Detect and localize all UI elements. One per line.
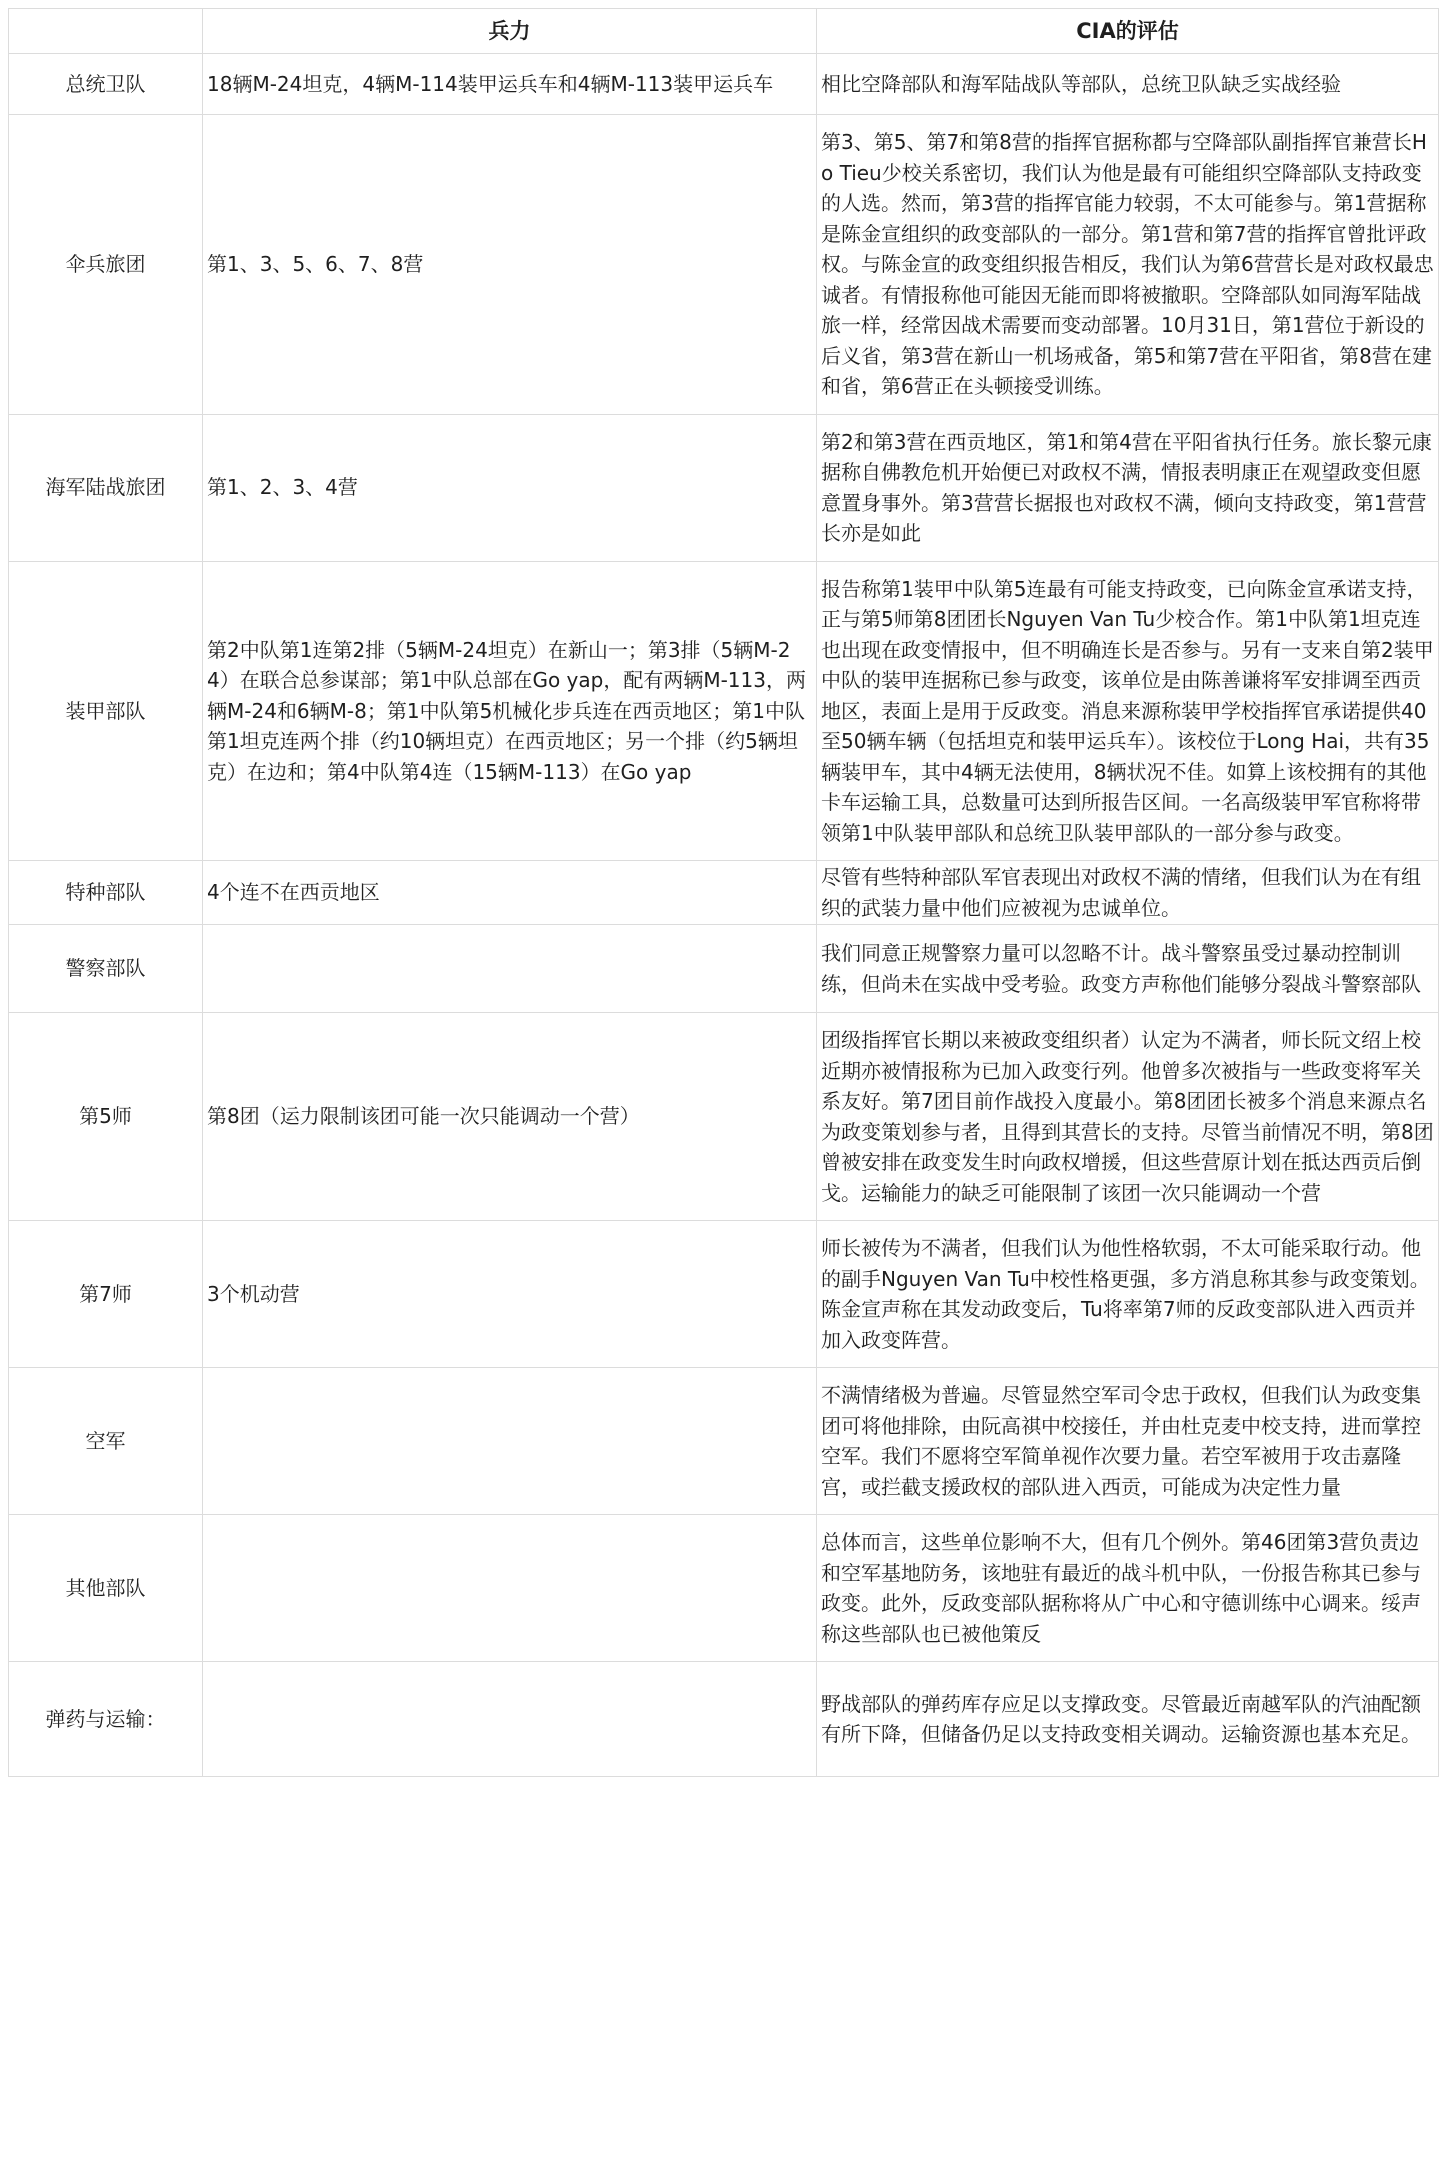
unit-name: 第5师 [9,1013,203,1221]
assessment-cell: 第3、第5、第7和第8营的指挥官据称都与空降部队副指挥官兼营长Ho Tieu少校关系密切，我们认为他是最有可能组织空降部队支持政变的人选。然而，第3营的指挥官能力较弱，不太可能参与。第1营据称是陈金宣组织的政变部队的一部分。第1营和第7营的指挥官曾批评政权。与陈金宣的政变组织报告相反，我们认为第6营营长是对政权最忠诚者。有情报称他可能因无能而即将被撤职。空降部队如同海军陆战旅一样，经常因战术需要而变动部署。10月31日，第1营位于新设的后义省，第3营在新山一机场戒备，第5和第7营在平阳省，第8营在建和省，第6营正在头顿接受训练。 [817,115,1439,415]
unit-name: 总统卫队 [9,54,203,115]
assessment-cell: 总体而言，这些单位影响不大，但有几个例外。第46团第3营负责边和空军基地防务，该地驻有最近的战斗机中队，一份报告称其已参与政变。此外，反政变部队据称将从广中心和守德训练中心调来。绥声称这些部队也已被他策反 [817,1515,1439,1662]
header-assessment: CIA的评估 [817,9,1439,54]
unit-name: 海军陆战旅团 [9,414,203,561]
header-unit [9,9,203,54]
assessment-cell: 相比空降部队和海军陆战队等部队，总统卫队缺乏实战经验 [817,54,1439,115]
header-row [9,9,1439,54]
table-row [9,414,1439,561]
table-row [9,1368,1439,1515]
table-row [9,1013,1439,1221]
assessment-cell: 第2和第3营在西贡地区，第1和第4营在平阳省执行任务。旅长黎元康据称自佛教危机开始便已对政权不满，情报表明康正在观望政变但愿意置身事外。第3营营长据报也对政权不满，倾向支持政变，第1营营长亦是如此 [817,414,1439,561]
assessment-cell: 团级指挥官长期以来被政变组织者）认定为不满者，师长阮文绍上校近期亦被情报称为已加入政变行列。他曾多次被指与一些政变将军关系友好。第7团目前作战投入度最小。第8团团长被多个消息来源点名为政变策划参与者，且得到其营长的支持。尽管当前情况不明，第8团曾被安排在政变发生时向政权增援，但这些营原计划在抵达西贡后倒戈。运输能力的缺乏可能限制了该团一次只能调动一个营 [817,1013,1439,1221]
table-row [9,54,1439,115]
unit-name: 特种部队 [9,861,203,925]
force-cell: 第2中队第1连第2排（5辆M-24坦克）在新山一；第3排（5辆M-24）在联合总参谋部；第1中队总部在Go yap，配有两辆M-113，两辆M-24和6辆M-8；第1中队第5机械化步兵连在西贡地区；第1中队第1坦克连两个排（约10辆坦克）在西贡地区；另一个排（约5辆坦克）在边和；第4中队第4连（15辆M-113）在Go yap [203,561,817,861]
assessment-cell: 不满情绪极为普遍。尽管显然空军司令忠于政权，但我们认为政变集团可将他排除，由阮高祺中校接任，并由杜克麦中校支持，进而掌控空军。我们不愿将空军简单视作次要力量。若空军被用于攻击嘉隆宫，或拦截支援政权的部队进入西贡，可能成为决定性力量 [817,1368,1439,1515]
table-row [9,861,1439,925]
table-row [9,561,1439,861]
force-cell: 4个连不在西贡地区 [203,861,817,925]
table-row [9,115,1439,415]
unit-name: 空军 [9,1368,203,1515]
force-cell: 第8团（运力限制该团可能一次只能调动一个营） [203,1013,817,1221]
force-cell [203,1662,817,1777]
force-cell: 第1、3、5、6、7、8营 [203,115,817,415]
unit-name: 伞兵旅团 [9,115,203,415]
assessment-cell: 报告称第1装甲中队第5连最有可能支持政变，已向陈金宣承诺支持，正与第5师第8团团长Nguyen Van Tu少校合作。第1中队第1坦克连也出现在政变情报中，但不明确连长是否参与。另有一支来自第2装甲中队的装甲连据称已参与政变，该单位是由陈善谦将军安排调至西贡地区，表面上是用于反政变。消息来源称装甲学校指挥官承诺提供40至50辆车辆（包括坦克和装甲运兵车）。该校位于Long Hai，共有35辆装甲车，其中4辆无法使用，8辆状况不佳。如算上该校拥有的其他卡车运输工具，总数量可达到所报告区间。一名高级装甲军官称将带领第1中队装甲部队和总统卫队装甲部队的一部分参与政变。 [817,561,1439,861]
force-cell: 3个机动营 [203,1221,817,1368]
unit-name: 其他部队 [9,1515,203,1662]
assessment-cell: 师长被传为不满者，但我们认为他性格软弱，不太可能采取行动。他的副手Nguyen Van Tu中校性格更强，多方消息称其参与政变策划。陈金宣声称在其发动政变后，Tu将率第7师的反政变部队进入西贡并加入政变阵营。 [817,1221,1439,1368]
force-cell [203,1515,817,1662]
table-row [9,1515,1439,1662]
force-cell: 第1、2、3、4营 [203,414,817,561]
unit-name: 弹药与运输： [9,1662,203,1777]
unit-name: 装甲部队 [9,561,203,861]
table-row [9,1662,1439,1777]
table-row [9,925,1439,1013]
assessment-cell: 我们同意正规警察力量可以忽略不计。战斗警察虽受过暴动控制训练，但尚未在实战中受考验。政变方声称他们能够分裂战斗警察部队 [817,925,1439,1013]
force-cell [203,925,817,1013]
assessment-table [8,8,1439,1777]
table-row [9,1221,1439,1368]
unit-name: 警察部队 [9,925,203,1013]
assessment-cell: 野战部队的弹药库存应足以支撑政变。尽管最近南越军队的汽油配额有所下降，但储备仍足以支持政变相关调动。运输资源也基本充足。 [817,1662,1439,1777]
unit-name: 第7师 [9,1221,203,1368]
force-cell: 18辆M-24坦克，4辆M-114装甲运兵车和4辆M-113装甲运兵车 [203,54,817,115]
header-force: 兵力 [203,9,817,54]
assessment-cell: 尽管有些特种部队军官表现出对政权不满的情绪，但我们认为在有组织的武装力量中他们应被视为忠诚单位。 [817,861,1439,925]
force-cell [203,1368,817,1515]
